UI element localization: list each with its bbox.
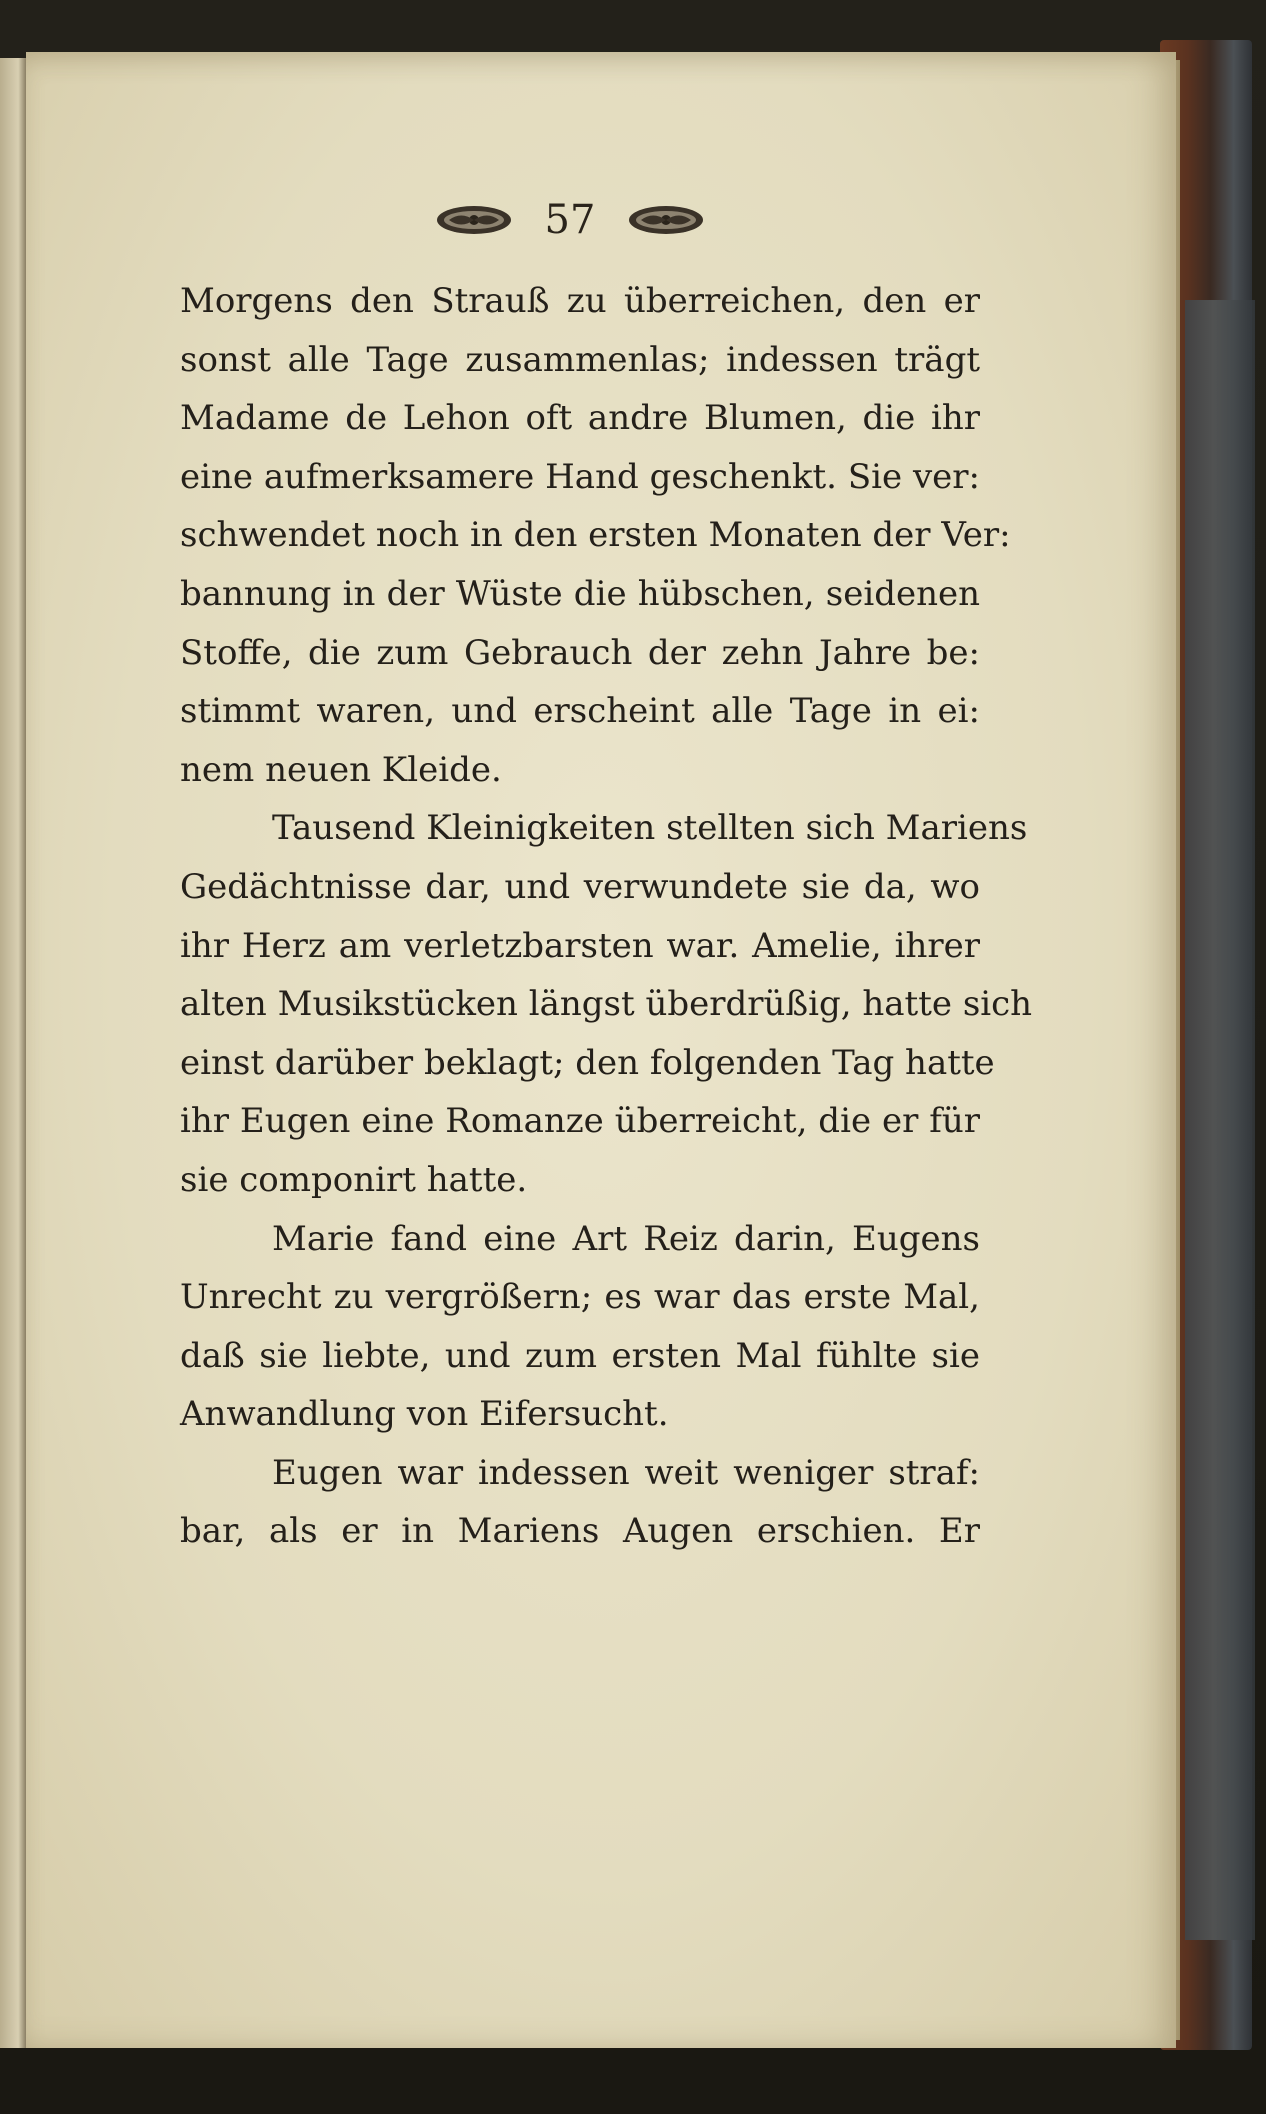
- text-line: schwendet noch in den ersten Monaten der Ver:: [180, 515, 1011, 556]
- right-ornament-icon: [627, 203, 705, 237]
- text-line: sie componirt hatte.: [180, 1159, 528, 1200]
- text-line: Stoffe, die zum Gebrauch der zehn Jahre be:: [180, 632, 980, 673]
- page-header: [400, 190, 740, 250]
- text-line: Marie fand eine Art Reiz darin, Eugens: [272, 1218, 980, 1259]
- text-line: Eugen war indessen weit weniger straf:: [272, 1452, 980, 1493]
- page-number: 57: [544, 197, 596, 243]
- text-line: ihr Herz am verletzbarsten war. Amelie, ihrer: [180, 925, 980, 966]
- previous-page-edge: [0, 58, 26, 2048]
- text-line: alten Musikstücken längst überdrüßig, hatte sich: [180, 984, 1033, 1025]
- text-line: Unrecht zu vergrößern; es war das erste Mal,: [180, 1277, 980, 1318]
- left-ornament-icon: [435, 203, 513, 237]
- text-line: ihr Eugen eine Romanze überreicht, die er für: [180, 1101, 980, 1142]
- text-line: Morgens den Strauß zu überreichen, den er: [180, 281, 980, 321]
- text-line: daß sie liebte, und zum ersten Mal fühlte sie: [180, 1335, 980, 1376]
- text-line: einst darüber beklagt; den folgenden Tag hatte: [180, 1042, 995, 1083]
- text-line: Anwandlung von Eifersucht.: [180, 1394, 669, 1435]
- text-line: stimmt waren, und erscheint alle Tage in ei:: [180, 691, 980, 732]
- text-line: bannung in der Wüste die hübschen, seidenen: [180, 573, 980, 614]
- body-text: [180, 272, 1033, 1561]
- text-line: sonst alle Tage zusammenlas; indessen trägt: [180, 339, 980, 380]
- text-line: Madame de Lehon oft andre Blumen, die ihr: [180, 398, 980, 439]
- text-line: Gedächtnisse dar, und verwundete sie da, wo: [180, 866, 980, 907]
- cover-leather-panel: [1185, 300, 1255, 1940]
- text-line: nem neuen Kleide.: [180, 749, 502, 790]
- text-line: bar, als er in Mariens Augen erschien. Er: [180, 1511, 980, 1552]
- text-line: Tausend Kleinigkeiten stellten sich Mariens: [272, 808, 1028, 849]
- text-line: eine aufmerksamere Hand geschenkt. Sie ver:: [180, 456, 980, 497]
